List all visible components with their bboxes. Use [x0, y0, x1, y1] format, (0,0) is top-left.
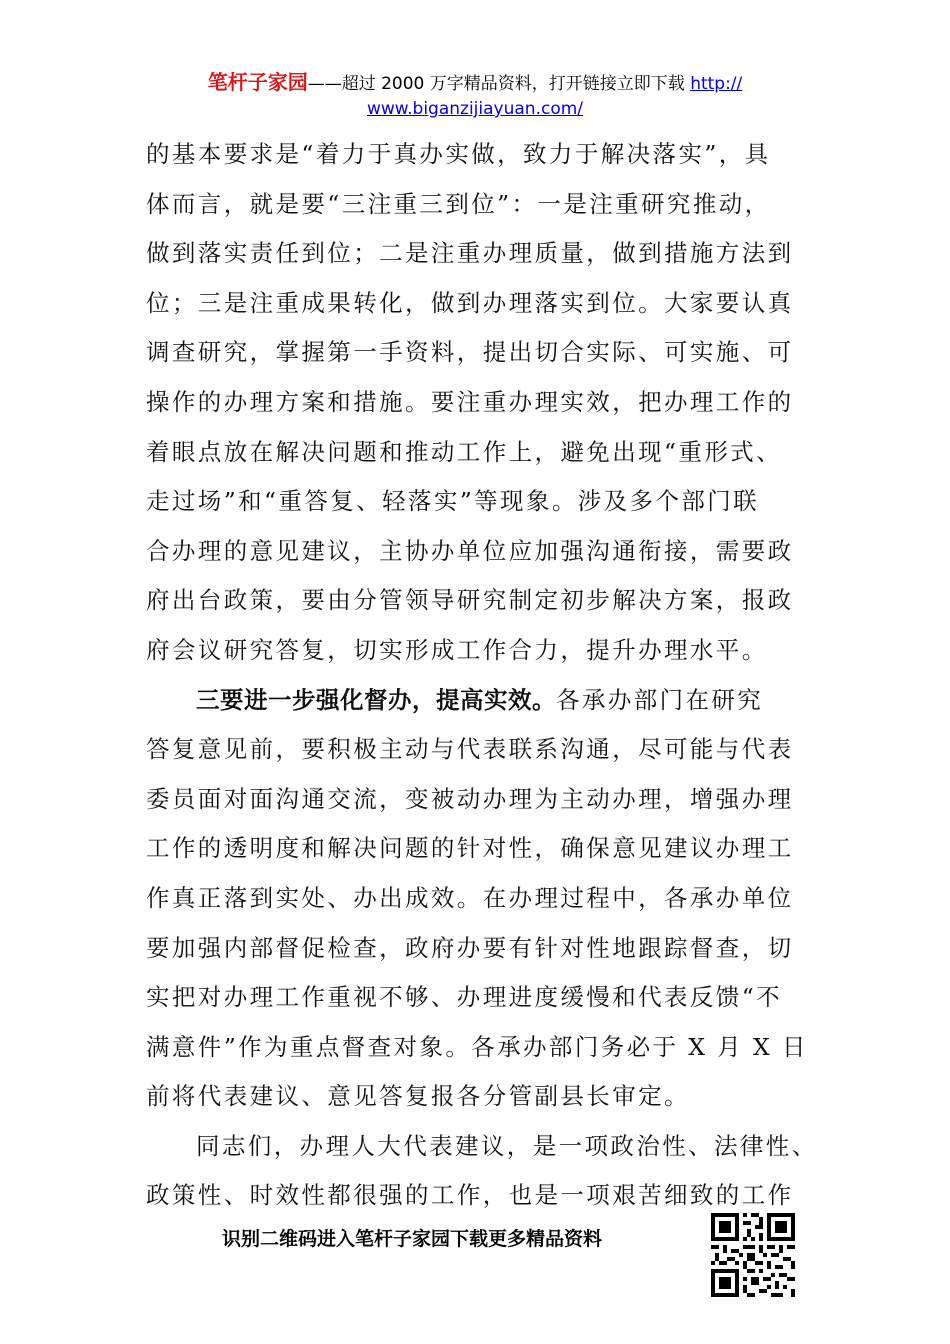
- body-line: 满意件”作为重点督查对象。各承办部门务必于 X 月 X 日: [146, 1032, 808, 1061]
- body-line: 答复意见前，要积极主动与代表联系沟通，尽可能与代表: [146, 735, 794, 764]
- body-text: [146, 130, 818, 1221]
- page-header: [0, 70, 950, 122]
- body-line: 前将代表建议、意见答复报各分管副县长审定。: [146, 1082, 690, 1111]
- body-line: 调查研究，掌握第一手资料，提出切合实际、可实施、可: [146, 338, 794, 367]
- body-line: 走过场”和“重答复、轻落实”等现象。涉及多个部门联: [146, 487, 760, 516]
- body-line: 府出台政策，要由分管领导研究制定初步解决方案，报政: [146, 586, 794, 615]
- body-line: 作真正落到实处、办出成效。在办理过程中，各承办单位: [146, 883, 794, 912]
- footer-text: 识别二维码进入笔杆子家园下载更多精品资料: [222, 1228, 603, 1250]
- body-line: 工作的透明度和解决问题的针对性，确保意见建议办理工: [146, 834, 794, 863]
- closing-line: 同志们，办理人大代表建议，是一项政治性、法律性、: [196, 1131, 818, 1160]
- body-line: 实把对办理工作重视不够、办理进度缓慢和代表反馈“不: [146, 983, 783, 1012]
- brand-name: 笔杆子家园: [207, 70, 308, 94]
- body-line: 着眼点放在解决问题和推动工作上，避免出现“重形式、: [146, 437, 783, 466]
- header-tagline: ——超过 2000 万字精品资料，打开链接立即下载: [307, 74, 691, 94]
- header-link-part2[interactable]: www.biganzijiayuan.com/: [366, 99, 584, 119]
- body-line: 要加强内部督促检查，政府办要有针对性地跟踪督查，切: [146, 933, 794, 962]
- section3-heading: 三要进一步强化督办，提高实效。: [196, 685, 556, 714]
- body-line: 委员面对面沟通交流，变被动办理为主动办理，增强办理: [146, 784, 794, 813]
- body-line: 体而言，就是要“三注重三到位”：一是注重研究推动，: [146, 189, 771, 218]
- qr-code-icon[interactable]: [711, 1213, 795, 1297]
- header-line-2: [0, 97, 950, 122]
- header-line-1: [0, 70, 950, 97]
- section3-first-rest: 各承办部门在研究: [556, 685, 764, 714]
- body-line: 做到落实责任到位；二是注重办理质量，做到措施方法到: [146, 239, 794, 268]
- body-line: 合办理的意见建议，主协办单位应加强沟通衔接，需要政: [146, 536, 794, 565]
- body-line: 操作的办理方案和措施。要注重办理实效，把办理工作的: [146, 387, 794, 416]
- body-line: 的基本要求是“着力于真办实做，致力于解决落实”，具: [146, 140, 771, 168]
- header-link-part1[interactable]: http://: [690, 74, 743, 94]
- body-line: 府会议研究答复，切实形成工作合力，提升办理水平。: [146, 635, 768, 664]
- closing-line: 政策性、时效性都很强的工作，也是一项艰苦细致的工作: [146, 1181, 794, 1210]
- body-line: 位；三是注重成果转化，做到办理落实到位。大家要认真: [146, 288, 794, 317]
- section3-first-line: [146, 676, 806, 726]
